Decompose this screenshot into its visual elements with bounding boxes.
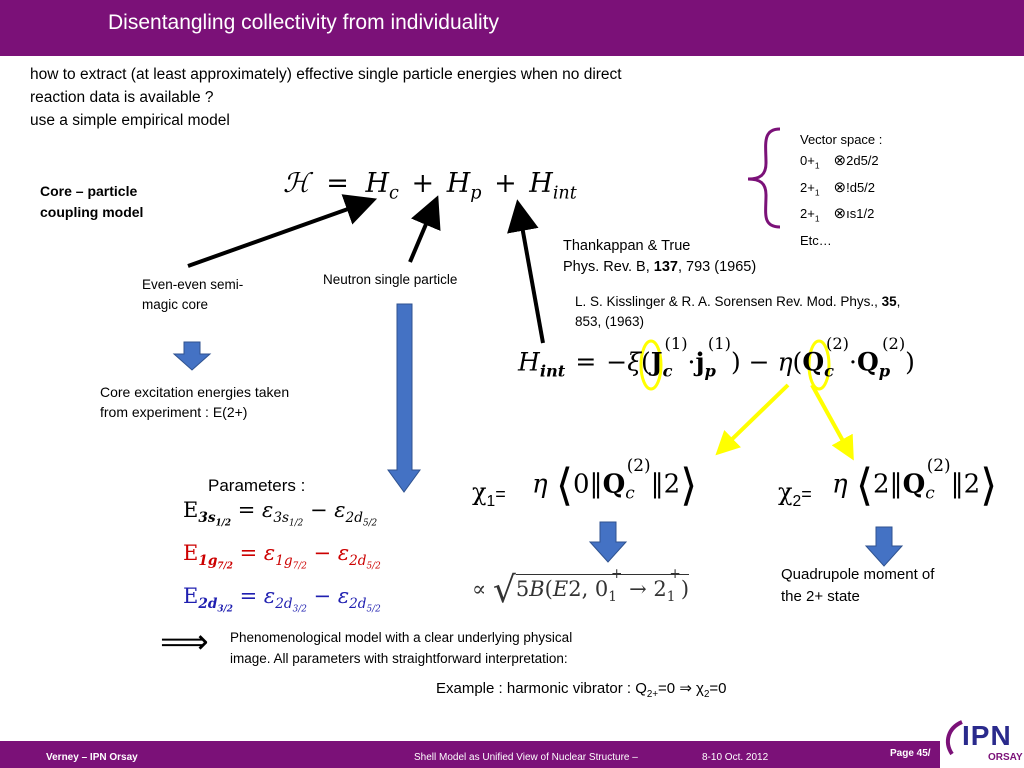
core-excitation-label: Core excitation energies taken from experiment : E(2+) [100, 384, 290, 420]
ipn-logo: IPN ORSAY [940, 716, 1024, 768]
vector-etc: Etc… [800, 232, 832, 248]
chi1-label: $\chi_1=$ [472, 478, 506, 510]
be2-expression: ∝ √5B(E2, $0_1^+ \to 2_1^+$) [472, 566, 690, 611]
vector-space-title: Vector space : [800, 132, 883, 147]
slide-title: Disentangling collectivity from individuality [108, 11, 500, 34]
quadrupole-label: Quadrupole moment of the 2+ state [781, 566, 935, 605]
footer-talk: Shell Model as Unified View of Nuclear Structure – [414, 752, 638, 763]
neutron-label: Neutron single particle [323, 272, 458, 287]
vector-row: $0+_1$ ⊗2d5/2 [800, 152, 879, 171]
vector-row: $2+_1$ ⊗!d5/2 [800, 178, 876, 198]
otimes-icon: ⊗ [833, 178, 847, 196]
core-label: Even-even semi- magic core [142, 277, 244, 312]
otimes-icon: ⊗ [833, 152, 847, 169]
chi1-matrix-element: η $⟨0‖Q_c^{(2)}‖2⟩$ [532, 454, 698, 511]
footer-author: Verney – IPN Orsay [46, 752, 138, 763]
chi2-label: $\chi_2=$ [778, 478, 812, 510]
page-number: Page 45/ [890, 748, 931, 759]
parameter-equations: $E_{3s_{1/2}} = \varepsilon_{3s_{1/2}} - \varepsilon_{2d_{5/2}}$ $E_{1g_{7/2}} = \varepsilon_{1g_{7/2}} - \varepsilon_{2d_{5/2}}$ $E_{2d_{3/2}} = \varepsilon_{2d_{3/2}} - \varepsilon_{2d_{5/2}}$ [183, 498, 381, 615]
model-label: Core – particle coupling model [40, 183, 144, 220]
implies-icon: ⟹ [160, 623, 209, 661]
vector-row: $2+_1$ ⊗ıs1/2 [800, 205, 875, 224]
footer-bar [0, 741, 1024, 768]
intro-line-2: reaction data is available ? [30, 89, 214, 106]
down-arrow-icon [866, 527, 902, 566]
intro-line-3: use a simple empirical model [30, 112, 230, 129]
conclusion-text: Phenomenological model with a clear underlying physical image. All parameters with straightforward interpretation: [230, 630, 573, 666]
intro-line-1: how to extract (at least approximately) effective single particle energies when no direct [30, 66, 622, 83]
reference-1: Thankappan & True Phys. Rev. B, 137, 793 (1965) [563, 238, 757, 275]
otimes-icon: ⊗ [833, 205, 847, 223]
parameters-label: Parameters : [208, 476, 306, 495]
down-arrow-icon [590, 522, 626, 562]
hamiltonian-equation: ℋ = $H_c + H_p + H_{int}$ [283, 168, 577, 204]
chi2-matrix-element: η $⟨2‖Q_c^{(2)}‖2⟩$ [832, 454, 998, 511]
hint-equation: $H_{int} = -\xi(J_c^{(1)}\cdot j_p^{(1)}) - \eta(Q_c^{(2)}\cdot Q_p^{(2)})$ [518, 334, 915, 381]
reference-2: L. S. Kisslinger & R. A. Sorensen Rev. Mod. Phys., 35, 853, (1963) [575, 294, 901, 329]
example-text: Example : harmonic vibrator : $Q_{2+}=0$ ⇒ $\chi_2=0$ [436, 680, 727, 700]
footer-dates: 8-10 Oct. 2012 [702, 752, 769, 763]
down-arrow-icon [388, 304, 420, 492]
down-arrow-icon [174, 342, 210, 370]
